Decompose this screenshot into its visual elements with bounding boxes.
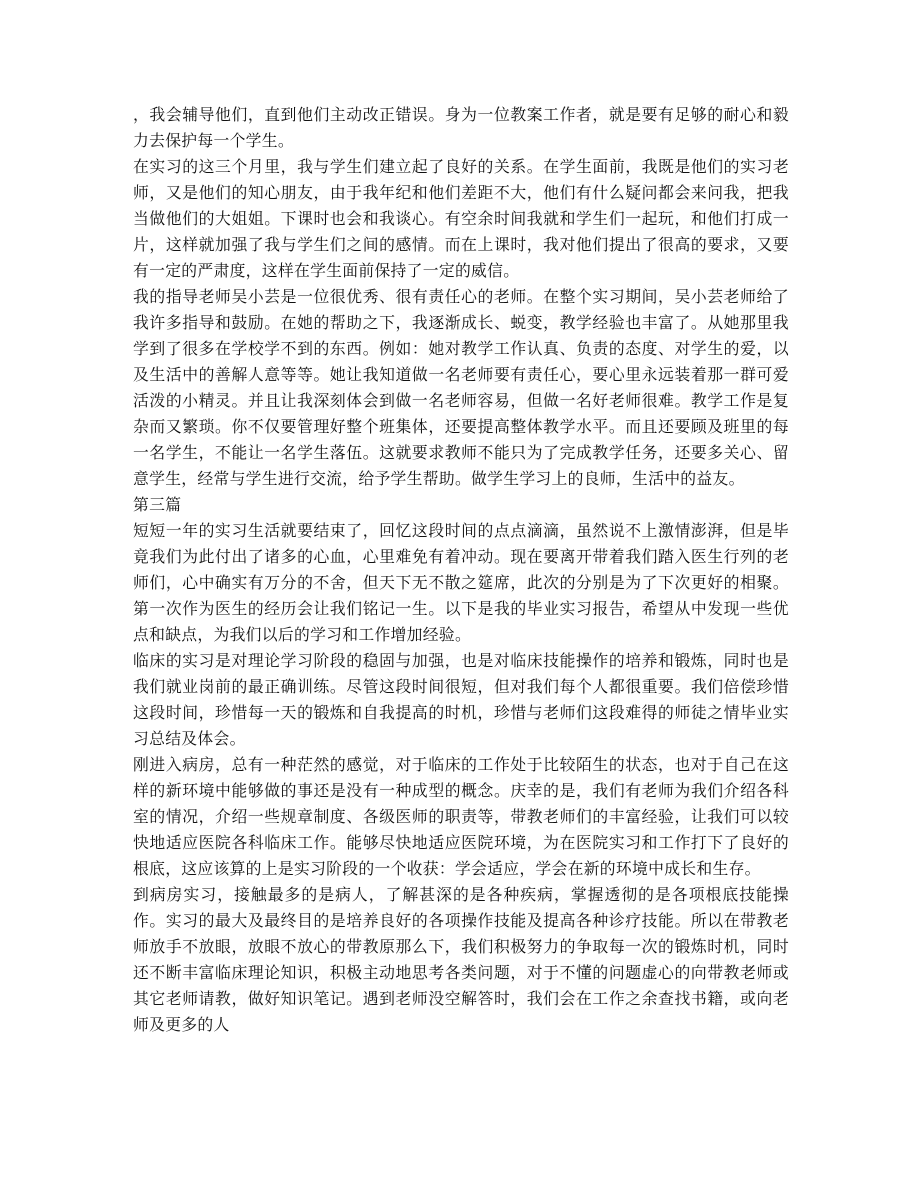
paragraph-continuation: ，我会辅导他们，直到他们主动改正错误。身为一位教案工作者，就是要有足够的耐心和毅力去保护每一个学生。 [133, 105, 789, 150]
paragraph-clinical-practice: 临床的实习是对理论学习阶段的稳固与加强，也是对临床技能操作的培养和锻炼，同时也是我们就业岗前的最正确训练。尽管这段时间很短，但对我们每个人都很重要。我们倍偿珍惜这段时间，珍惜每一天的锻炼和自我提高的时机，珍惜与老师们这段难得的师徒之情毕业实习总结及体会。 [133, 651, 789, 748]
paragraph-relationship: 在实习的这三个月里，我与学生们建立起了良好的关系。在学生面前，我既是他们的实习老师，又是他们的知心朋友，由于我年纪和他们差距不大，他们有什么疑问都会来问我，把我当做他们的大姐姐。下课时也会和我谈心。有空余时间我就和学生们一起玩，和他们打成一片，这样就加强了我与学生们之间的感情。而在上课时，我对他们提出了很高的要求，又要有一定的严肃度，这样在学生面前保持了一定的威信。 [133, 157, 789, 280]
paragraph-intro: 短短一年的实习生活就要结束了，回忆这段时间的点点滴滴，虽然说不上激情澎湃，但是毕竟我们为此付出了诸多的心血，心里难免有着冲动。现在要离开带着我们踏入医生行列的老师们，心中确实有万分的不舍，但天下无不散之筵席，此次的分别是为了下次更好的相聚。第一次作为医生的经历会让我们铭记一生。以下是我的毕业实习报告，希望从中发现一些优点和缺点，为我们以后的学习和工作增加经验。 [133, 521, 789, 644]
section-heading: 第三篇 [133, 495, 182, 514]
document-body [133, 102, 789, 1038]
paragraph-mentor: 我的指导老师吴小芸是一位很优秀、很有责任心的老师。在整个实习期间，吴小芸老师给了我许多指导和鼓励。在她的帮助之下，我逐渐成长、蜕变，教学经验也丰富了。从她那里我学到了很多在学校学不到的东西。例如：她对教学工作认真、负责的态度、对学生的爱，以及生活中的善解人意等等。她让我知道做一名老师要有责任心，要心里永远装着那一群可爱活泼的小精灵。并且让我深刻体会到做一名老师容易，但做一名好老师很难。教学工作是复杂而又繁琐。你不仅要管理好整个班集体，还要提高整体教学水平。而且还要顾及班里的每一名学生，不能让一名学生落伍。这就要求教师不能只为了完成教学任务，还要多关心、留意学生，经常与学生进行交流，给予学生帮助。做学生学习上的良师，生活中的益友。 [133, 287, 789, 488]
paragraph-ward-entry: 刚进入病房，总有一种茫然的感觉，对于临床的工作处于比较陌生的状态，也对于自己在这样的新环境中能够做的事还是没有一种成型的概念。庆幸的是，我们有老师为我们介绍各科室的情况，介绍一些规章制度、各级医师的职责等，带教老师们的丰富经验，让我们可以较快地适应医院各科临床工作。能够尽快地适应医院环境，为在医院实习和工作打下了良好的根底，这应该算的上是实习阶段的一个收获：学会适应，学会在新的环境中成长和生存。 [133, 755, 789, 878]
paragraph-ward-practice: 到病房实习，接触最多的是病人，了解甚深的是各种疾病，掌握透彻的是各项根底技能操作。实习的最大及最终目的是培养良好的各项操作技能及提高各种诊疗技能。所以在带教老师放手不放眼，放眼不放心的带教原那么下，我们积极努力的争取每一次的锻炼时机，同时还不断丰富临床理论知识，积极主动地思考各类问题，对于不懂的问题虚心的向带教老师或其它老师请教，做好知识笔记。遇到老师没空解答时，我们会在工作之余查找书籍，或向老师及更多的人 [133, 885, 789, 1034]
